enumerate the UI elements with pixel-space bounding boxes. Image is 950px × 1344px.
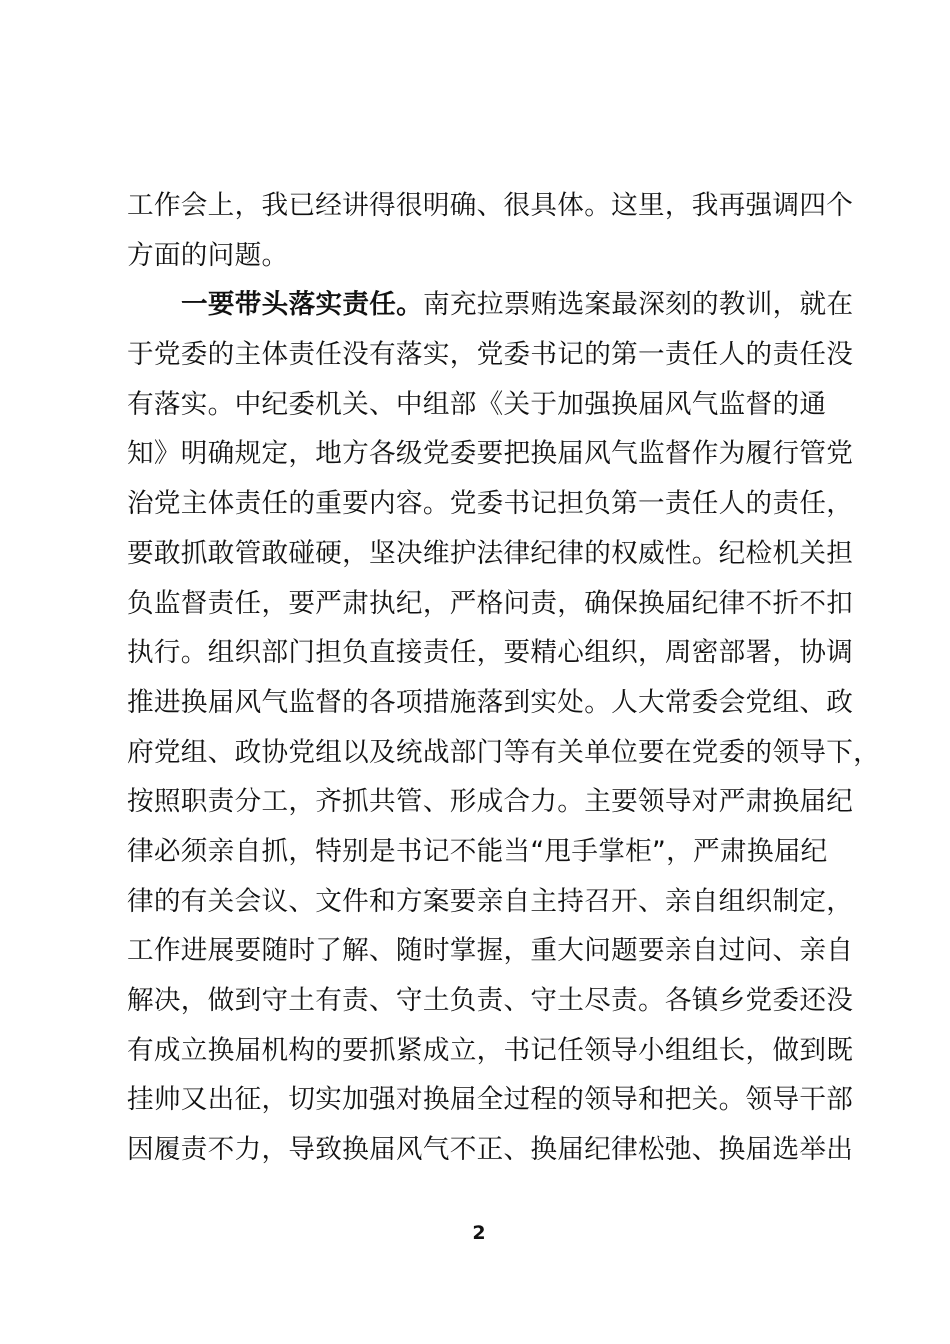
text-line: 治党主体责任的重要内容。党委书记担负第一责任人的责任， [127, 488, 854, 520]
text-line: 有落实。中纪委机关、中组部《关于加强换届风气监督的通 [127, 388, 827, 420]
text-line: 律的有关会议、文件和方案要亲自主持召开、亲自组织制定， [127, 885, 854, 917]
text-line: 知》明确规定，地方各级党委要把换届风气监督作为履行管党 [127, 438, 854, 470]
text-line: 因履责不力，导致换届风气不正、换届纪律松弛、换届选举出 [127, 1134, 854, 1166]
text-line: 于党委的主体责任没有落实，党委书记的第一责任人的责任没 [127, 339, 854, 371]
text-line: 工作会上，我已经讲得很明确、很具体。这里，我再强调四个 [127, 190, 854, 221]
text-line: 要敢抓敢管敢碰硬，坚决维护法律纪律的权威性。纪检机关担 [127, 537, 854, 569]
text-line: 方面的问题。 [127, 239, 289, 271]
text-line: 南充拉票贿选案最深刻的教训，就在 [423, 289, 854, 321]
text-line: 推进换届风气监督的各项措施落到实处。人大常委会党组、政 [127, 686, 854, 718]
text-line: 有成立换届机构的要抓紧成立，书记任领导小组组长，做到既 [127, 1034, 854, 1066]
paragraph-start-line [127, 285, 854, 335]
text-line: 律必须亲自抓，特别是书记不能当“甩手掌柜”，严肃换届纪 [127, 835, 828, 867]
section-heading: 一要带头落实责任。 [181, 289, 424, 321]
document-body [127, 186, 881, 1180]
text-line: 负监督责任，要严肃执纪，严格问责，确保换届纪律不折不扣 [127, 587, 854, 619]
text-line: 府党组、政协党组以及统战部门等有关单位要在党委的领导下， [127, 736, 881, 768]
text-line: 执行。组织部门担负直接责任，要精心组织，周密部署，协调 [127, 637, 854, 669]
text-line: 挂帅又出征，切实加强对换届全过程的领导和把关。领导干部 [127, 1084, 854, 1116]
text-line: 按照职责分工，齐抓共管、形成合力。主要领导对严肃换届纪 [127, 786, 854, 818]
text-line: 解决，做到守土有责、守土负责、守土尽责。各镇乡党委还没 [127, 985, 854, 1016]
page-number: 2 [472, 1222, 486, 1244]
text-line: 工作进展要随时了解、随时掌握，重大问题要亲自过问、亲自 [127, 935, 854, 967]
